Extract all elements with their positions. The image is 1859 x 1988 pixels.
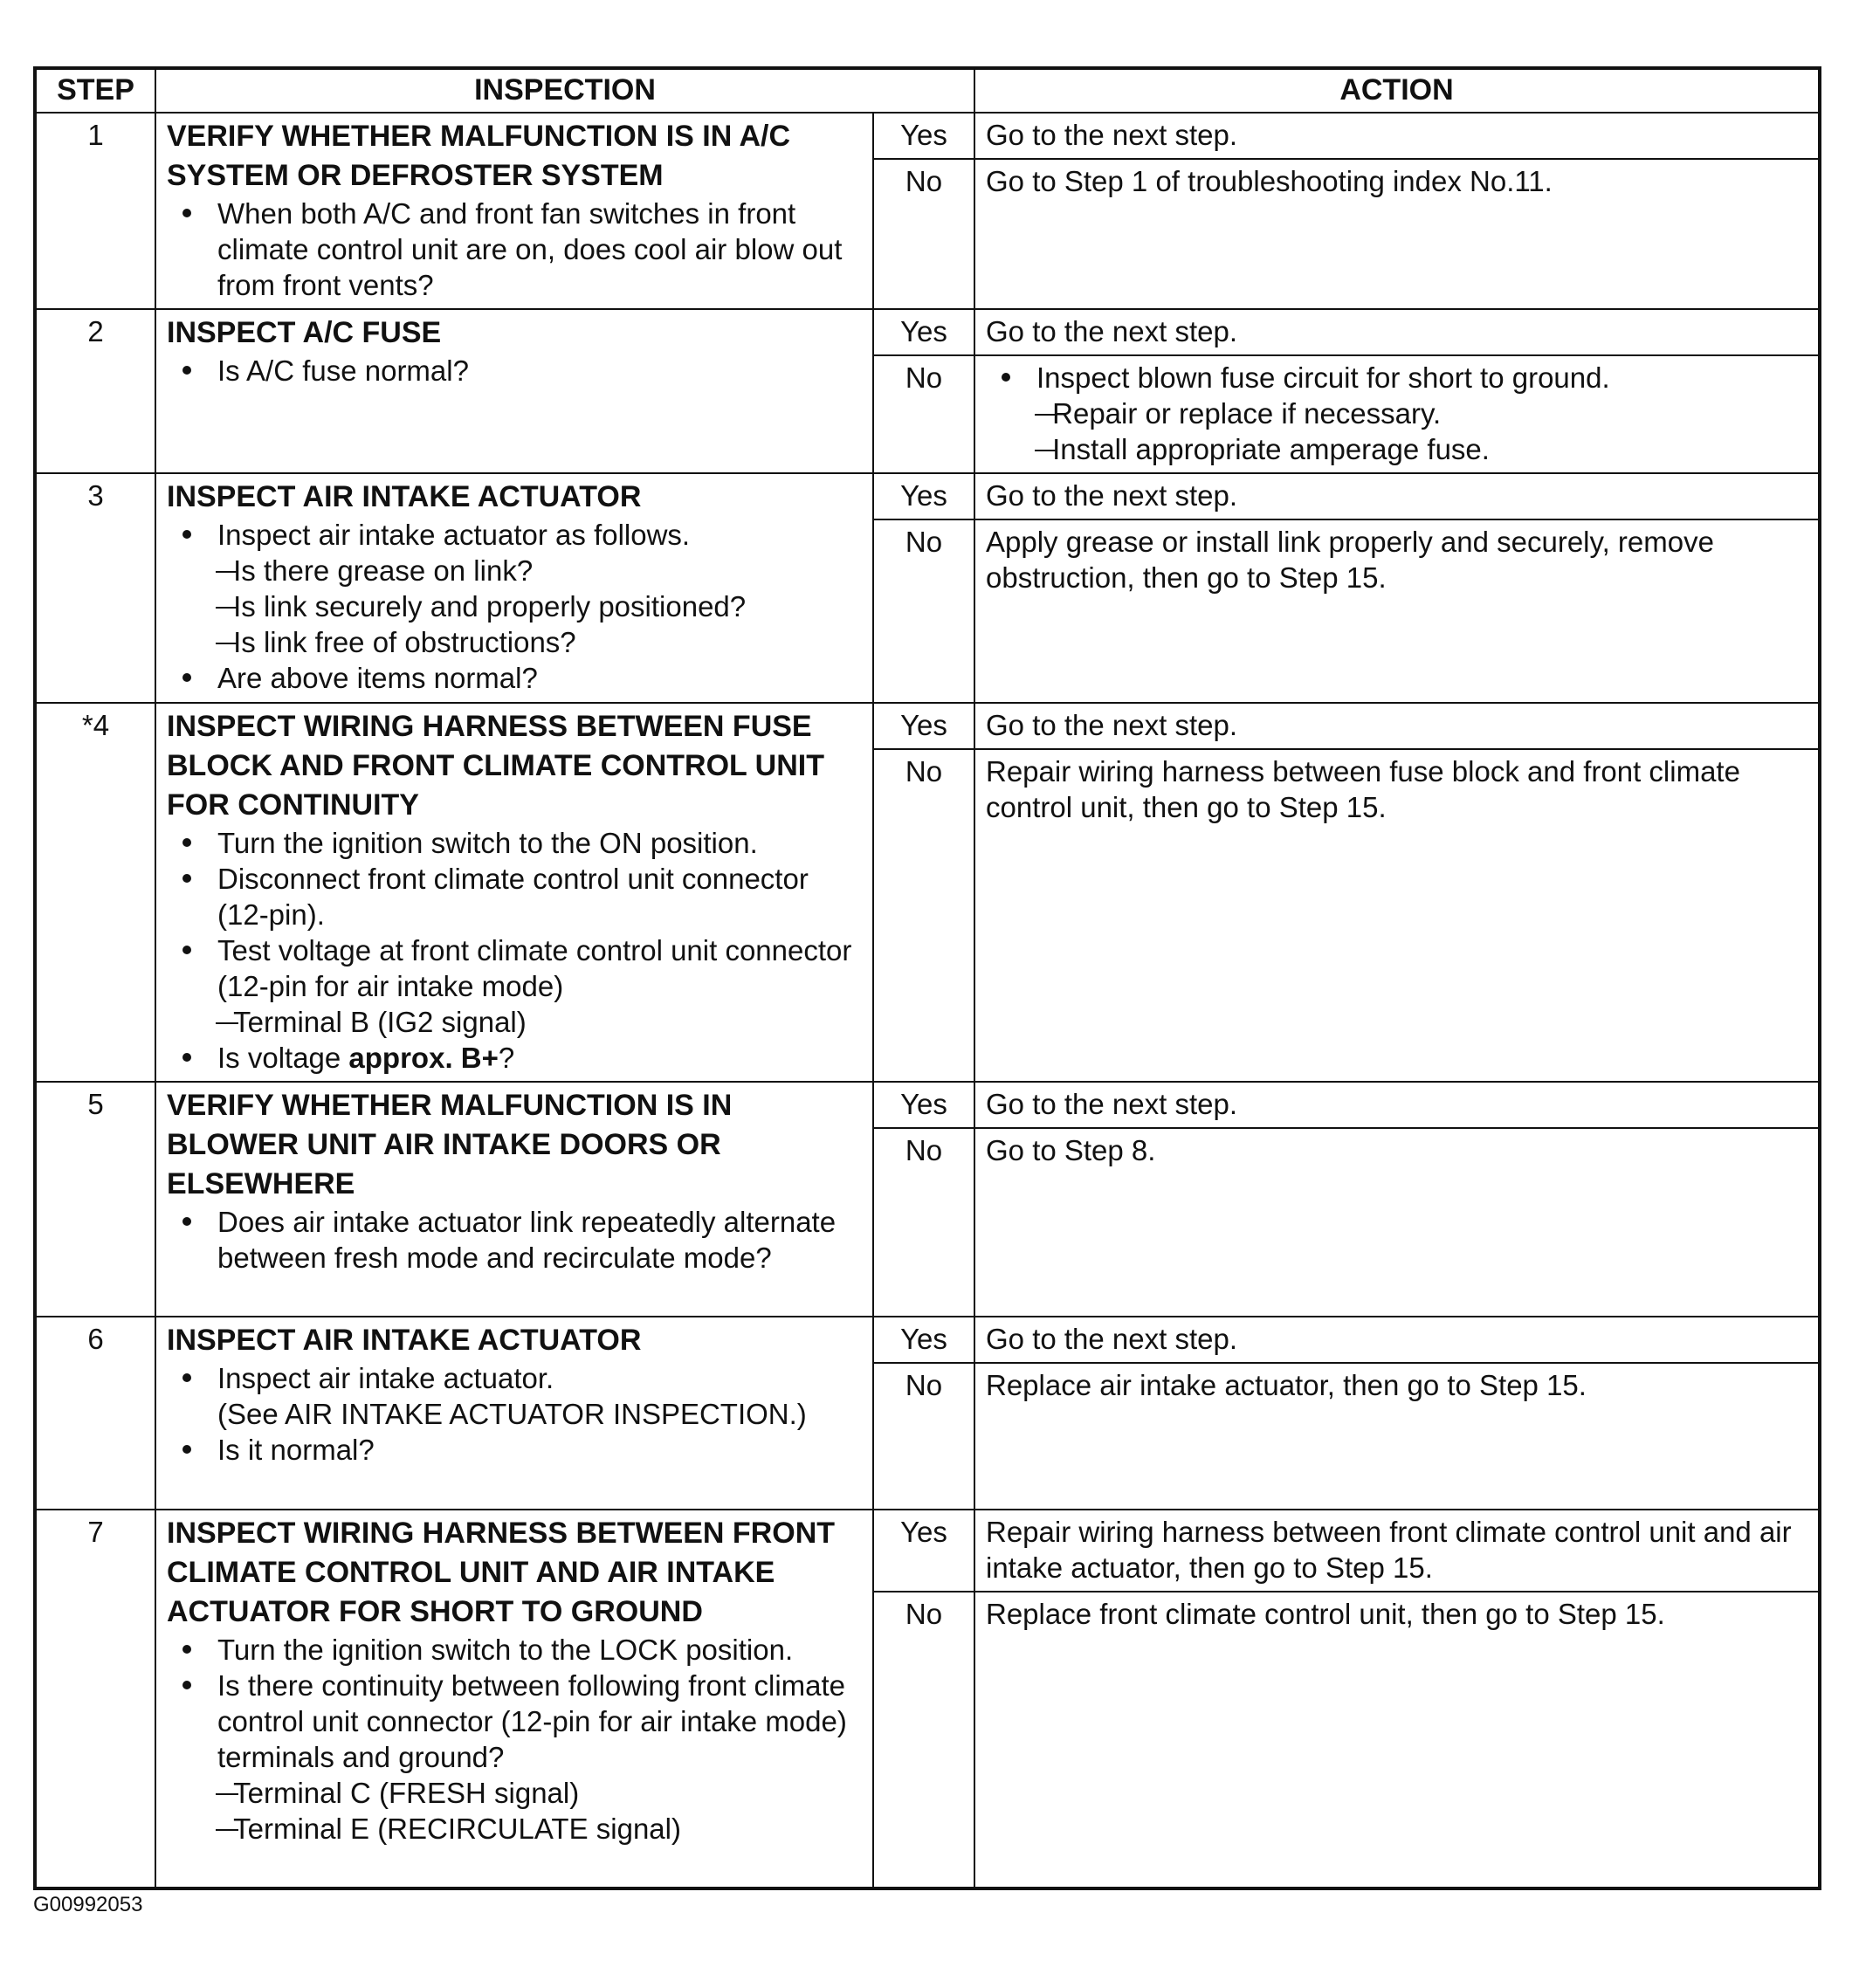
yes-action: Go to the next step.: [974, 309, 1820, 355]
sub-item: [217, 553, 862, 588]
bullet-item: [217, 1040, 862, 1076]
header-step: STEP: [35, 68, 155, 113]
sub-text: Is link securely and properly positioned?: [233, 590, 747, 623]
no-action: [974, 355, 1820, 473]
step-number: *4: [35, 703, 155, 1082]
no-label: No: [873, 1363, 974, 1510]
figure-id: G00992053: [33, 1893, 143, 1916]
yes-action: Go to the next step.: [974, 1317, 1820, 1363]
yes-label: Yes: [873, 473, 974, 519]
bullet-list: [167, 353, 862, 389]
action-sub-item: [1036, 431, 1807, 467]
step-number: 6: [35, 1317, 155, 1510]
yes-action: Go to the next step.: [974, 703, 1820, 749]
bullet-list: [167, 1360, 862, 1468]
bullet-item: [217, 517, 862, 660]
no-label: No: [873, 355, 974, 473]
troubleshooting-table: [33, 66, 1821, 1890]
sub-item: [217, 1004, 862, 1040]
sub-item: [217, 588, 862, 624]
yes-label: Yes: [873, 113, 974, 159]
step-title: INSPECT WIRING HARNESS BETWEEN FUSE BLOCK AND FRONT CLIMATE CONTROL UNIT FOR CONTINUITY: [167, 710, 824, 822]
bullet-list: [167, 196, 862, 303]
bullet-text: Test voltage at front climate control unit connector (12-pin for air intake mode): [217, 934, 852, 1002]
yes-action: Go to the next step.: [974, 473, 1820, 519]
no-action: Apply grease or install link properly and securely, remove obstruction, then go to Step 15.: [974, 519, 1820, 703]
no-action: Go to Step 8.: [974, 1128, 1820, 1317]
sub-item: [217, 1811, 862, 1847]
step-title: INSPECT A/C FUSE: [167, 316, 442, 349]
bullet-item: Disconnect front climate control unit connector (12-pin).: [217, 861, 862, 932]
step-number: 1: [35, 113, 155, 309]
action-bullet-list: [986, 360, 1807, 467]
bullet-item: Is A/C fuse normal?: [217, 353, 862, 389]
step-title: INSPECT AIR INTAKE ACTUATOR: [167, 480, 642, 513]
step-3-yes-row: [35, 473, 1820, 519]
step-number: 5: [35, 1082, 155, 1317]
bullet-item: When both A/C and front fan switches in front climate control unit are on, does cool air blow out from front vents?: [217, 196, 862, 303]
no-action: Replace air intake actuator, then go to Step 15.: [974, 1363, 1820, 1510]
step-title: VERIFY WHETHER MALFUNCTION IS IN A/C SYSTEM OR DEFROSTER SYSTEM: [167, 120, 790, 192]
sub-text: Terminal C (FRESH signal): [233, 1777, 580, 1809]
bullet-bold-text: approx. B+: [348, 1042, 499, 1074]
no-action: Replace front climate control unit, then go to Step 15.: [974, 1592, 1820, 1888]
bullet-item: Are above items normal?: [217, 660, 862, 696]
step-inspection: [155, 703, 873, 1082]
sub-item: [217, 624, 862, 660]
step-inspection: [155, 309, 873, 473]
step-7-yes-row: [35, 1510, 1820, 1592]
step-5-yes-row: [35, 1082, 1820, 1128]
step-title: INSPECT AIR INTAKE ACTUATOR: [167, 1324, 642, 1357]
header-row: [35, 68, 1820, 113]
no-label: No: [873, 1128, 974, 1317]
step-number: 3: [35, 473, 155, 703]
bullet-list: [167, 1204, 862, 1276]
bullet-item: [217, 1360, 862, 1432]
bullet-text: Is voltage: [217, 1042, 349, 1074]
bullet-item: Turn the ignition switch to the ON position.: [217, 825, 862, 861]
bullet-item: [217, 1668, 862, 1847]
bullet-text: Is there continuity between following front climate control unit connector (12-pin for air intake mode) terminals and ground?: [217, 1669, 847, 1773]
step-number: 2: [35, 309, 155, 473]
sub-item: [217, 1775, 862, 1811]
no-label: No: [873, 159, 974, 309]
yes-action: Go to the next step.: [974, 1082, 1820, 1128]
bullet-item: [217, 932, 862, 1040]
yes-label: Yes: [873, 1082, 974, 1128]
step-inspection: [155, 113, 873, 309]
yes-label: Yes: [873, 1317, 974, 1363]
step-title: VERIFY WHETHER MALFUNCTION IS IN BLOWER UNIT AIR INTAKE DOORS OR ELSEWHERE: [167, 1089, 733, 1200]
no-action: Repair wiring harness between fuse block and front climate control unit, then go to Step 15.: [974, 749, 1820, 1082]
yes-label: Yes: [873, 703, 974, 749]
header-inspection: INSPECTION: [155, 68, 974, 113]
bullet-text-end: ?: [498, 1042, 515, 1074]
step-1-yes-row: [35, 113, 1820, 159]
bullet-text: Inspect air intake actuator.: [217, 1362, 554, 1394]
bullet-list: [167, 1632, 862, 1847]
bullet-list: [167, 825, 862, 1076]
yes-action: Repair wiring harness between front climate control unit and air intake actuator, then go to Step 15.: [974, 1510, 1820, 1592]
no-label: No: [873, 1592, 974, 1888]
step-6-yes-row: [35, 1317, 1820, 1363]
action-sub-text: Install appropriate amperage fuse.: [1052, 433, 1490, 465]
step-title: INSPECT WIRING HARNESS BETWEEN FRONT CLIMATE CONTROL UNIT AND AIR INTAKE ACTUATOR FOR SHORT TO GROUND: [167, 1517, 836, 1628]
step-number: 7: [35, 1510, 155, 1888]
sub-text: Terminal B (IG2 signal): [233, 1006, 527, 1038]
sub-text: Is there grease on link?: [233, 554, 534, 587]
action-sub-item: [1036, 396, 1807, 431]
sub-text: Terminal E (RECIRCULATE signal): [233, 1813, 681, 1845]
step-inspection: [155, 1082, 873, 1317]
yes-action: Go to the next step.: [974, 113, 1820, 159]
step-inspection: [155, 473, 873, 703]
bullet-item: Turn the ignition switch to the LOCK position.: [217, 1632, 862, 1668]
header-action: ACTION: [974, 68, 1820, 113]
action-bullet-text: Inspect blown fuse circuit for short to ground.: [1036, 361, 1610, 394]
bullet-item: Is it normal?: [217, 1432, 862, 1468]
bullet-list: [167, 517, 862, 696]
action-sub-text: Repair or replace if necessary.: [1052, 397, 1442, 430]
no-label: No: [873, 519, 974, 703]
yes-label: Yes: [873, 309, 974, 355]
no-action: Go to Step 1 of troubleshooting index No.11.: [974, 159, 1820, 309]
bullet-note: (See AIR INTAKE ACTUATOR INSPECTION.): [217, 1398, 807, 1430]
no-label: No: [873, 749, 974, 1082]
bullet-text: Inspect air intake actuator as follows.: [217, 519, 691, 551]
step-inspection: [155, 1317, 873, 1510]
bullet-item: Does air intake actuator link repeatedly alternate between fresh mode and recirculate mode?: [217, 1204, 862, 1276]
step-inspection: [155, 1510, 873, 1888]
step-2-yes-row: [35, 309, 1820, 355]
yes-label: Yes: [873, 1510, 974, 1592]
sub-text: Is link free of obstructions?: [233, 626, 576, 658]
step-4-yes-row: [35, 703, 1820, 749]
action-bullet: [1036, 360, 1807, 467]
